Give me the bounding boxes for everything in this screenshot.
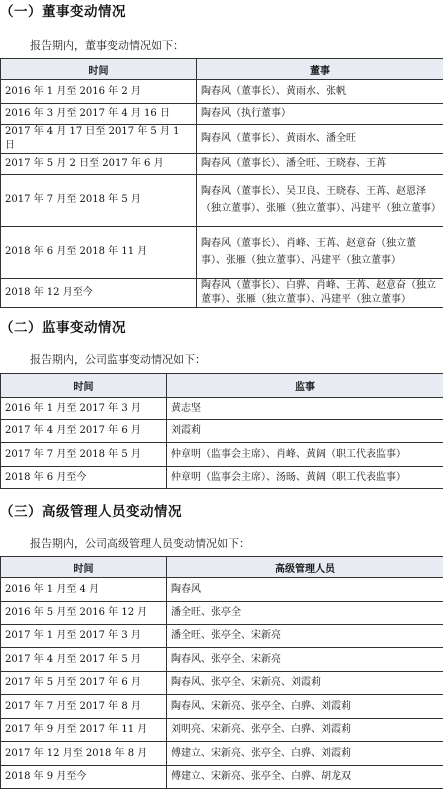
section-heading-supervisors: （二）监事变动情况 [0, 320, 126, 336]
period-cell: 2017 年 4 月至 2017 年 6 月 [1, 420, 167, 443]
table-row [1, 398, 443, 420]
section-intro-supervisors: 报告期内，公司监事变动情况如下： [30, 353, 206, 366]
period-cell: 2017 年 12 月至 2018 年 8 月 [1, 742, 167, 766]
table-row [1, 578, 443, 602]
directors-table-body [1, 59, 443, 308]
period-cell: 2017 年 7 月至 2018 年 5 月 [1, 175, 197, 227]
people-cell: 陶春风（董事长）、黄雨水、张帆 [197, 80, 443, 104]
table-row [1, 443, 443, 467]
column-header-period: 时间 [1, 59, 197, 80]
table-row [1, 467, 443, 489]
table-row [1, 420, 443, 443]
people-cell: 仲章明（监事会主席）、汤旸、黄阔（职工代表监事） [167, 467, 443, 489]
people-cell: 刘明亮、宋新亮、张亭全、白骅、刘霞莉 [167, 719, 443, 742]
table-row [1, 80, 443, 104]
period-cell: 2017 年 4 月 17 日至 2017 年 5 月 1 日 [1, 125, 197, 154]
management-table-body [1, 557, 443, 789]
people-cell: 陶春风（董事长）、吴卫良、王晓春、王苒、赵恩泽（独立董事）、张雁（独立董事）、冯建平（独立董事） [197, 175, 443, 227]
supervisors-table-body [1, 374, 443, 489]
period-cell: 2018 年 6 月至今 [1, 467, 167, 489]
people-cell: 陶春风、张亭全、宋新亮、刘霞莉 [167, 672, 443, 695]
period-cell: 2017 年 5 月 2 日至 2017 年 6 月 [1, 154, 197, 175]
period-cell: 2017 年 4 月至 2017 年 5 月 [1, 648, 167, 672]
people-cell: 陶春风、张亭全、宋新亮 [167, 648, 443, 672]
section-intro-directors: 报告期内，董事变动情况如下： [30, 39, 184, 52]
section-intro-management: 报告期内，公司高级管理人员变动情况如下： [30, 537, 250, 550]
table-row [1, 766, 443, 789]
period-cell: 2017 年 7 月至 2018 年 5 月 [1, 443, 167, 467]
people-cell: 陶春风（执行董事） [197, 104, 443, 125]
management-table [0, 556, 443, 789]
table-row [1, 648, 443, 672]
table-row [1, 279, 443, 308]
table-row [1, 742, 443, 766]
column-header-people: 高级管理人员 [167, 557, 443, 578]
directors-table [0, 58, 443, 308]
table-row [1, 672, 443, 695]
table-header-row [1, 557, 443, 578]
people-cell: 陶春风（董事长）、肖峰、王苒、赵意奋（独立董事）、张雁（独立董事）、冯建平（独立董事） [197, 227, 443, 279]
period-cell: 2017 年 1 月至 2017 年 3 月 [1, 625, 167, 648]
table-row [1, 602, 443, 625]
table-header-row [1, 59, 443, 80]
people-cell: 陶春风（董事长）、潘全旺、王晓春、王苒 [197, 154, 443, 175]
section-heading-directors: （一）董事变动情况 [0, 4, 126, 20]
period-cell: 2016 年 1 月至 4 月 [1, 578, 167, 602]
table-row [1, 695, 443, 719]
table-row [1, 719, 443, 742]
people-cell: 陶春风 [167, 578, 443, 602]
period-cell: 2018 年 9 月至今 [1, 766, 167, 789]
table-header-row [1, 374, 443, 398]
column-header-people: 董事 [197, 59, 443, 80]
period-cell: 2018 年 6 月至 2018 年 11 月 [1, 227, 197, 279]
table-row [1, 154, 443, 175]
period-cell: 2016 年 1 月至 2017 年 3 月 [1, 398, 167, 420]
period-cell: 2017 年 7 月至 2017 年 8 月 [1, 695, 167, 719]
people-cell: 刘霞莉 [167, 420, 443, 443]
column-header-period: 时间 [1, 557, 167, 578]
table-row [1, 175, 443, 227]
column-header-period: 时间 [1, 374, 167, 398]
table-row [1, 227, 443, 279]
people-cell: 潘全旺、张亭全 [167, 602, 443, 625]
table-row [1, 104, 443, 125]
period-cell: 2017 年 5 月至 2017 年 6 月 [1, 672, 167, 695]
people-cell: 陶春风、宋新亮、张亭全、白骅、刘霞莉 [167, 695, 443, 719]
table-row [1, 625, 443, 648]
people-cell: 潘全旺、张亭全、宋新亮 [167, 625, 443, 648]
people-cell: 仲章明（监事会主席）、肖峰、黄阔（职工代表监事） [167, 443, 443, 467]
period-cell: 2016 年 1 月至 2016 年 2 月 [1, 80, 197, 104]
people-cell: 傅建立、宋新亮、张亭全、白骅、刘霞莉 [167, 742, 443, 766]
people-cell: 傅建立、宋新亮、张亭全、白骅、胡龙双 [167, 766, 443, 789]
period-cell: 2016 年 3 月至 2017 年 4 月 16 日 [1, 104, 197, 125]
section-heading-management: （三）高级管理人员变动情况 [0, 504, 182, 520]
people-cell: 黄志坚 [167, 398, 443, 420]
people-cell: 陶春风（董事长）、黄雨水、潘全旺 [197, 125, 443, 154]
table-row [1, 125, 443, 154]
period-cell: 2017 年 9 月至 2017 年 11 月 [1, 719, 167, 742]
supervisors-table [0, 373, 443, 489]
period-cell: 2016 年 5 月至 2016 年 12 月 [1, 602, 167, 625]
column-header-people: 监事 [167, 374, 443, 398]
people-cell: 陶春风（董事长）、白骅、肖峰、王苒、赵意奋（独立董事）、张雁（独立董事）、冯建平（独立董事） [197, 279, 443, 308]
period-cell: 2018 年 12 月至今 [1, 279, 197, 308]
